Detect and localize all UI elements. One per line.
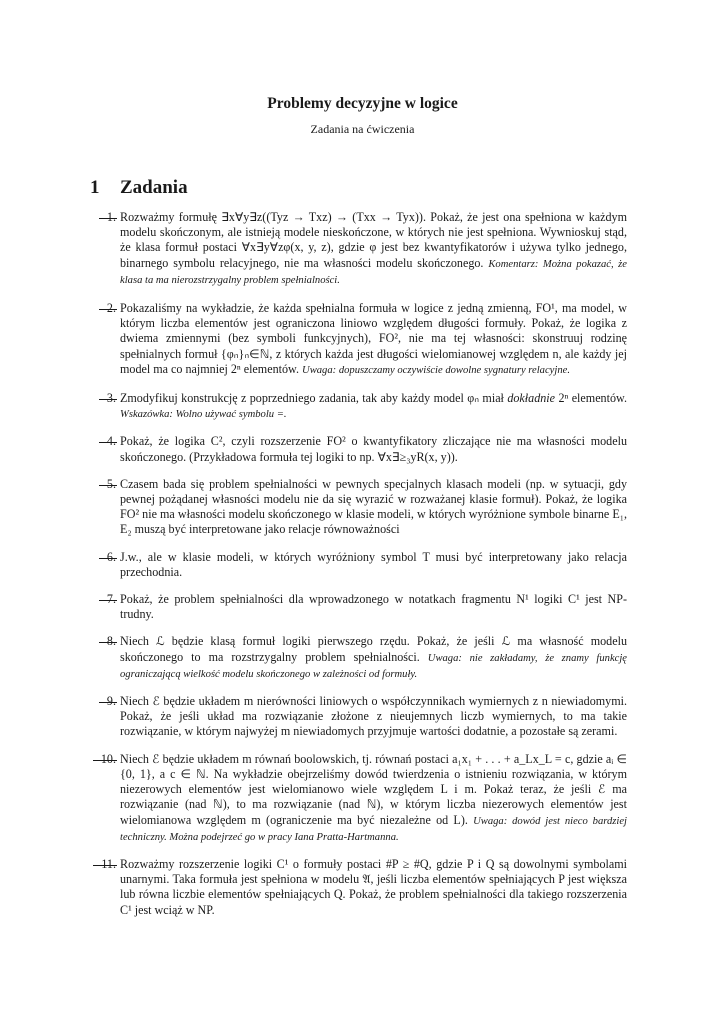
exercise-item-10 <box>92 752 627 845</box>
exercise-item-3 <box>92 391 627 422</box>
exercise-item-4 <box>92 434 627 464</box>
exercise-item-9 <box>92 694 627 740</box>
exercise-item-2 <box>92 301 627 378</box>
exercise-item-1 <box>92 210 627 288</box>
exercise-text: Rozważmy rozszerzenie logiki C¹ o formuły postaci #P ≥ #Q, gdzie P i Q są dowolnymi symbolami unarnymi. Taka formuła jest spełniona w modelu 𝔄, jeśli liczba elementów spełniających P jest większa lub równa liczbie elementów spełniających Q. Pokaż, że problem spełnialności dla takiego rozszerzenia C¹ jest wciąż w NP. <box>120 856 627 917</box>
exercise-item-6 <box>92 550 627 580</box>
exercise-note: Wskazówka: Wolno używać symbolu =. <box>120 409 287 421</box>
document-subtitle: Zadania na ćwiczenia <box>310 122 415 136</box>
exercise-note: Komentarz: Można pokazać, że klasa ta ma nierozstrzygalny problem spełnialności. <box>120 258 627 286</box>
exercise-emphasis: dokładnie <box>507 391 556 406</box>
exercise-text: Zmodyfikuj konstrukcję z poprzedniego zadania, tak aby każdy model φₙ miał <box>120 391 504 406</box>
exercise-item-5 <box>92 477 627 538</box>
exercise-item-11 <box>92 857 627 918</box>
exercise-number: 11. <box>101 856 116 871</box>
exercise-number: 2. <box>106 301 116 316</box>
exercise-text: Pokazaliśmy na wykładzie, że każda spełnialna formuła w logice z jedną zmienną, FO¹, ma model, w którym liczba elementów jest ograniczona liniowo względem długości formuły. Pokaż, że logika z dwiema zmiennymi (bez symboli funkcyjnych), FO², nie ma tej własności: skonstruuj rodzinę spełnialnych formuł {φₙ}ₙ∈ℕ, z których każda jest długości wielomianowej względem n, ale każdy jej model ma co najmniej 2ⁿ elementów. <box>120 301 627 376</box>
section-heading <box>90 177 188 199</box>
exercise-text: Niech ℰ będzie układem m nierówności liniowych o współczynnikach wymiernych z n niewiadomymi. Pokaż, że jeśli układ ma rozwiązanie złożone z nieujemnych liczb wymiernych, to ma takie rozwiązanie, w którym najwyżej m niewiadomych przyjmuje wartości dodatnie, a pozostałe są zerami. <box>120 694 627 739</box>
exercise-item-8 <box>92 634 627 682</box>
exercise-number: 3. <box>106 391 116 406</box>
exercise-number: 4. <box>106 434 116 449</box>
exercise-note: Uwaga: dowód jest nieco bardziej techniczny. Można podejrzeć go w pracy Iana Pratta-Hartmanna. <box>120 815 627 843</box>
section-title: Zadania <box>120 177 188 198</box>
exercise-item-7 <box>92 592 627 622</box>
document-title: Problemy decyzyjne w logice <box>267 95 458 112</box>
exercise-number: 5. <box>106 476 116 491</box>
exercise-text: Czasem bada się problem spełnialności w pewnych specjalnych klasach modeli (np. w sytuacji, gdy pewnej pożądanej własności modelu nie da się wyrazić w rozważanej klasie formuł). Pokaż, że logika FO² nie ma własności modelu skończonego w klasie modeli, w których wyróżnione symbole binarne E₁, E₂ muszą być interpretowane jako relacje równoważności <box>120 476 627 537</box>
exercise-text-continued: 2ⁿ elementów. <box>558 391 627 406</box>
exercise-number: 10. <box>100 751 116 766</box>
exercise-note: Uwaga: dopuszczamy oczywiście dowolne sygnatury relacyjne. <box>302 364 570 376</box>
exercise-text: Niech ℒ będzie klasą formuł logiki pierwszego rzędu. Pokaż, że jeśli ℒ ma własność modelu skończonego to ma rozstrzygalny problem spełnialności. <box>120 634 627 664</box>
exercise-text: Pokaż, że logika C², czyli rozszerzenie FO² o kwantyfikatory zliczające nie ma własności modelu skończonego. (Przykładowa formuła tej logiki to np. ∀x∃≥₃yR(x, y)). <box>120 434 627 464</box>
exercise-note: Uwaga: nie zakładamy, że znamy funkcję ograniczającą wielkość modelu skończonego w zależności od formuły. <box>120 652 627 680</box>
exercise-text: Pokaż, że problem spełnialności dla wprowadzonego w notatkach fragmentu N¹ logiki C¹ jest NP-trudny. <box>120 592 627 622</box>
exercise-number: 6. <box>106 549 116 564</box>
exercise-number: 7. <box>106 592 116 607</box>
exercise-number: 8. <box>106 634 116 649</box>
exercise-number: 1. <box>106 210 116 224</box>
exercise-list <box>92 210 627 918</box>
exercise-text: J.w., ale w klasie modeli, w których wyróżniony symbol T musi być interpretowany jako relacja przechodnia. <box>120 549 627 579</box>
exercise-text: Rozważmy formułę ∃x∀y∃z((Tyz → Txz) → (Txx → Tyx)). Pokaż, że jest ona spełniona w każdym modelu skończonym, ale istnieją modele nieskończone, w których nie jest spełniona. Wywnioskuj stąd, że klasa formuł postaci ∀x∃y∀zφ(x, y, z), gdzie φ jest bez kwantyfikatorów i używa tylko jednego, binarnego symbolu relacyjnego, nie ma własności modelu skończonego. <box>120 210 627 270</box>
exercise-number: 9. <box>106 694 116 709</box>
section-number: 1 <box>90 177 100 198</box>
exercise-text: Niech ℰ będzie układem m równań boolowskich, tj. równań postaci a₁x₁ + . . . + a_Lx_L = c, gdzie aᵢ ∈ {0, 1}, a c ∈ ℕ. Na wykładzie obejrzeliśmy dowód twierdzenia o istnieniu rozwiązania, w którym niezerowych elementów jest wielomianowo wiele względem L i m. Pokaż teraz, że jeśli ℰ ma rozwiązanie (nad ℕ), to ma rozwiązanie (nad ℕ), w którym liczba niezerowych elementów jest wielomianowa względem m (ograniczenie ma być niezależne od L). <box>120 751 627 827</box>
